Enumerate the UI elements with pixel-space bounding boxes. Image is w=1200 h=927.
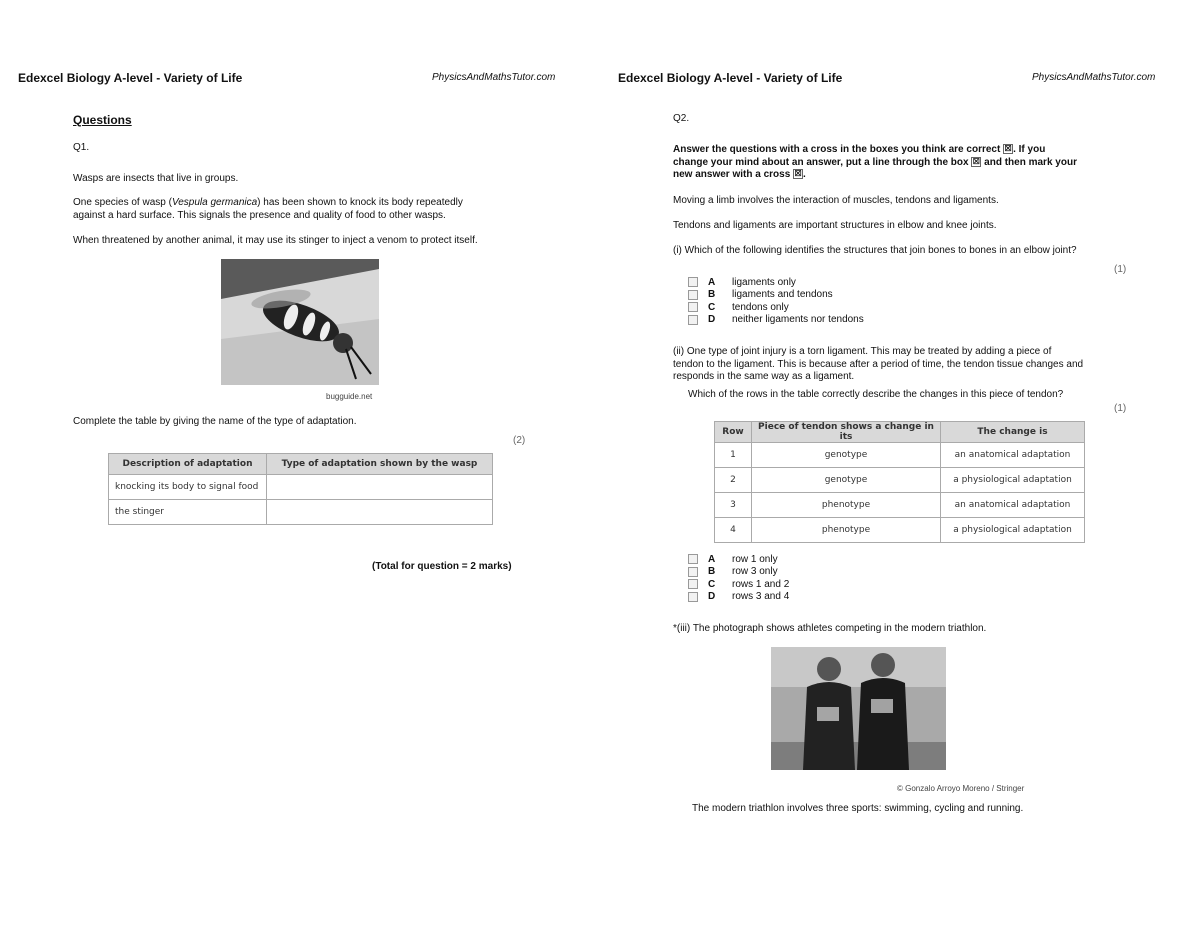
triathlon-photo: [771, 647, 946, 770]
option-c[interactable]: C rows 1 and 2: [688, 578, 789, 591]
question-label: Q1.: [73, 142, 90, 153]
answer-cell[interactable]: [267, 475, 493, 500]
paragraph-stinger: When threatened by another animal, it may use its stinger to inject a venom to protect itself.: [73, 235, 478, 246]
table-row: [109, 500, 493, 525]
option-b[interactable]: B ligaments and tendons: [688, 289, 864, 302]
table-row: [109, 475, 493, 500]
table-cell: an anatomical adaptation: [941, 493, 1085, 518]
checkbox[interactable]: [688, 277, 698, 287]
checkbox[interactable]: [688, 567, 698, 577]
table-cell: an anatomical adaptation: [941, 443, 1085, 468]
wasp-photo: [221, 259, 379, 385]
table-cell: 2: [715, 468, 752, 493]
option-c[interactable]: C tendons only: [688, 301, 864, 314]
table-cell: genotype: [752, 468, 941, 493]
table-header: Type of adaptation shown by the wasp: [267, 454, 493, 475]
options-ii: [688, 553, 789, 603]
table-header: Row: [715, 422, 752, 443]
table-cell: phenotype: [752, 493, 941, 518]
options-i: [688, 276, 864, 326]
question-ii-prompt: Which of the rows in the table correctly describe the changes in this piece of tendon?: [688, 389, 1064, 400]
question-iii: *(iii) The photograph shows athletes competing in the modern triathlon.: [673, 623, 987, 634]
table-header: Piece of tendon shows a change in its: [752, 422, 941, 443]
paragraph-limb: Moving a limb involves the interaction of muscles, tendons and ligaments.: [673, 195, 999, 206]
table-cell: the stinger: [109, 500, 267, 525]
checkbox[interactable]: [688, 554, 698, 564]
table-row: [715, 468, 1085, 493]
closing-paragraph: The modern triathlon involves three sports: swimming, cycling and running.: [692, 803, 1024, 814]
option-d[interactable]: D rows 3 and 4: [688, 591, 789, 604]
answer-cell[interactable]: [267, 500, 493, 525]
checkbox[interactable]: [688, 592, 698, 602]
table-cell: 4: [715, 518, 752, 543]
question-i: (i) Which of the following identifies the structures that join bones to bones in an elbow joint?: [673, 245, 1077, 256]
table-header: Description of adaptation: [109, 454, 267, 475]
checkbox[interactable]: [688, 579, 698, 589]
tendon-table: [714, 421, 1085, 543]
table-instruction: Complete the table by giving the name of the type of adaptation.: [73, 416, 357, 427]
table-cell: phenotype: [752, 518, 941, 543]
table-cell: genotype: [752, 443, 941, 468]
option-d[interactable]: D neither ligaments nor tendons: [688, 314, 864, 327]
struck-cross-box-icon: ☒: [972, 156, 980, 166]
table-cell: a physiological adaptation: [941, 518, 1085, 543]
header-site: PhysicsAndMathsTutor.com: [1032, 72, 1156, 83]
table-cell: knocking its body to signal food: [109, 475, 267, 500]
checkbox[interactable]: [688, 315, 698, 325]
marks-ii: (1): [1114, 403, 1127, 414]
table-cell: 3: [715, 493, 752, 518]
header-title: Edexcel Biology A-level - Variety of Life: [618, 71, 843, 85]
marks-i: (1): [1114, 264, 1127, 275]
paragraph-species: One species of wasp (Vespula germanica) has been shown to knock its body repeatedly against a hard surface. This signals the presence and quality of food to other wasps.: [73, 197, 463, 221]
table-row: [715, 518, 1085, 543]
species-name: Vespula germanica: [171, 197, 258, 208]
table-cell: a physiological adaptation: [941, 468, 1085, 493]
marks-label: (2): [513, 435, 526, 446]
instructions: Answer the questions with a cross in the boxes you think are correct ☒. If you change your mind about an answer, put a line through the box ☒ and then mark your new answer with a cross ☒.: [673, 144, 1077, 180]
total-marks: (Total for question = 2 marks): [372, 561, 512, 572]
paragraph-wasps: Wasps are insects that live in groups.: [73, 173, 239, 184]
table-cell: 1: [715, 443, 752, 468]
table-row: [715, 443, 1085, 468]
adaptation-table: [108, 453, 493, 525]
question-ii: (ii) One type of joint injury is a torn ligament. This may be treated by adding a piece of tendon to the ligament. This is because after a period of time, the tendon tissue changes and responds in the same way as a ligament.: [673, 346, 1084, 382]
checkbox[interactable]: [688, 302, 698, 312]
paragraph-tendons: Tendons and ligaments are important structures in elbow and knee joints.: [673, 220, 997, 231]
option-a[interactable]: A row 1 only: [688, 553, 789, 566]
table-row: [715, 493, 1085, 518]
header-title: Edexcel Biology A-level - Variety of Life: [18, 71, 243, 85]
cross-box-icon: ☒: [1004, 144, 1012, 154]
option-a[interactable]: A ligaments only: [688, 276, 864, 289]
photo-credit: © Gonzalo Arroyo Moreno / Stringer: [897, 784, 1025, 793]
checkbox[interactable]: [688, 290, 698, 300]
header-site: PhysicsAndMathsTutor.com: [432, 72, 556, 83]
cross-box-icon: ☒: [794, 169, 802, 179]
section-heading: Questions: [73, 113, 132, 127]
table-header: The change is: [941, 422, 1085, 443]
question-label: Q2.: [673, 113, 690, 124]
option-b[interactable]: B row 3 only: [688, 566, 789, 579]
right-page: [600, 0, 1200, 927]
photo-credit: bugguide.net: [326, 392, 373, 401]
